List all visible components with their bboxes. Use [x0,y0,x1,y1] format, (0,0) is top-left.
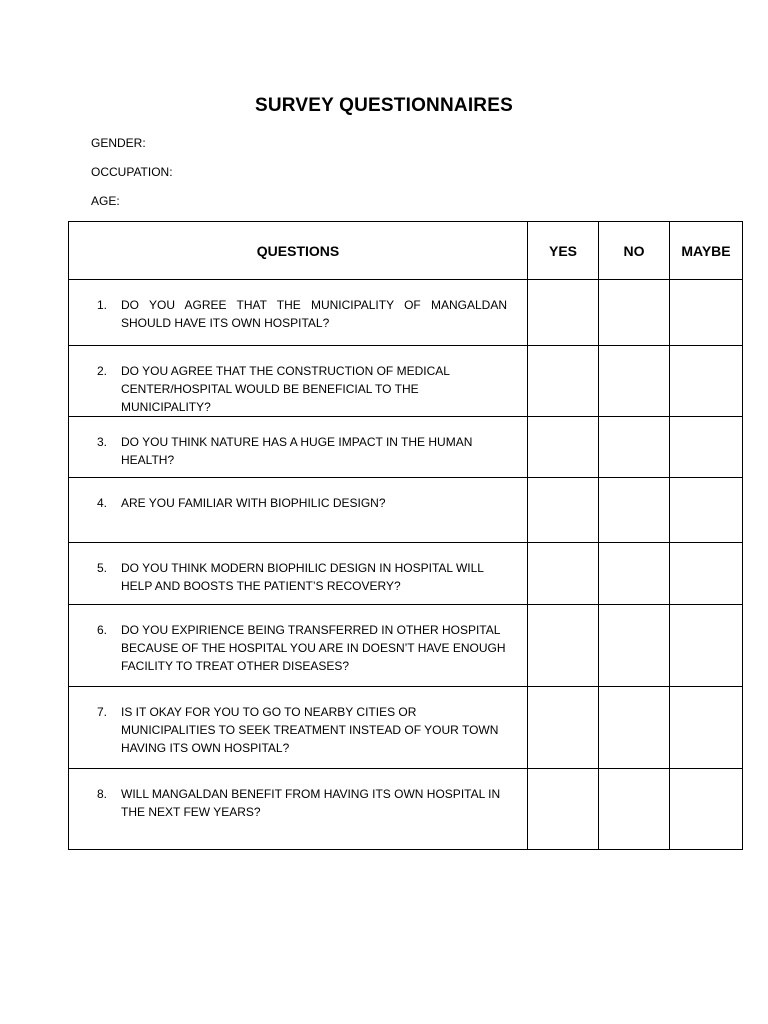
question-number: 7. [97,705,108,719]
question-number: 4. [97,496,108,510]
gender-label: GENDER: [91,136,146,150]
question-cell [69,280,528,346]
answer-yes-cell[interactable] [528,417,599,478]
question-cell [69,417,528,478]
header-row [69,222,743,280]
question-number: 6. [97,623,108,637]
question-cell [69,543,528,605]
question-text: IS IT OKAY FOR YOU TO GO TO NEARBY CITIES OR MUNICIPALITIES TO SEEK TREATMENT INSTEAD OF YOUR TOWN HAVING ITS OWN HOSPITAL? [121,705,499,755]
answer-yes-cell[interactable] [528,543,599,605]
survey-table [68,221,743,850]
question-cell [69,346,528,417]
answer-no-cell[interactable] [599,543,670,605]
question-cell [69,769,528,850]
answer-maybe-cell[interactable] [670,543,743,605]
answer-yes-cell[interactable] [528,605,599,687]
question-text: WILL MANGALDAN BENEFIT FROM HAVING ITS OWN HOSPITAL IN THE NEXT FEW YEARS? [121,787,501,819]
answer-no-cell[interactable] [599,687,670,769]
table-row [69,346,743,417]
header-yes: YES [528,222,599,280]
question-number: 1. [97,298,108,312]
answer-maybe-cell[interactable] [670,605,743,687]
answer-no-cell[interactable] [599,417,670,478]
answer-yes-cell[interactable] [528,280,599,346]
table-row [69,280,743,346]
question-cell [69,478,528,543]
answer-no-cell[interactable] [599,605,670,687]
age-label: AGE: [91,194,120,208]
question-text: DO YOU THINK NATURE HAS A HUGE IMPACT IN THE HUMAN HEALTH? [121,435,473,467]
answer-no-cell[interactable] [599,346,670,417]
answer-yes-cell[interactable] [528,478,599,543]
header-maybe: MAYBE [670,222,743,280]
answer-maybe-cell[interactable] [670,687,743,769]
occupation-label: OCCUPATION: [91,165,173,179]
answer-no-cell[interactable] [599,280,670,346]
answer-maybe-cell[interactable] [670,346,743,417]
question-number: 3. [97,435,108,449]
answer-maybe-cell[interactable] [670,478,743,543]
answer-yes-cell[interactable] [528,346,599,417]
question-text: ARE YOU FAMILIAR WITH BIOPHILIC DESIGN? [121,496,386,510]
question-cell [69,605,528,687]
answer-yes-cell[interactable] [528,687,599,769]
table-row [69,769,743,850]
question-number: 8. [97,787,108,801]
table-row [69,543,743,605]
answer-no-cell[interactable] [599,478,670,543]
question-number: 5. [97,561,108,575]
question-text: DO YOU EXPIRIENCE BEING TRANSFERRED IN OTHER HOSPITAL BECAUSE OF THE HOSPITAL YOU ARE IN DOESN’T HAVE ENOUGH FACILITY TO TREAT OTHER DISEASES? [121,623,506,673]
question-cell [69,687,528,769]
document-title: SURVEY QUESTIONNAIRES [255,95,513,116]
table-row [69,417,743,478]
header-questions: QUESTIONS [69,222,528,280]
question-text: DO YOU AGREE THAT THE MUNICIPALITY OF MANGALDAN SHOULD HAVE ITS OWN HOSPITAL? [121,298,507,330]
question-number: 2. [97,364,108,378]
table-row [69,478,743,543]
table-row [69,605,743,687]
answer-yes-cell[interactable] [528,769,599,850]
answer-maybe-cell[interactable] [670,769,743,850]
header-no: NO [599,222,670,280]
answer-maybe-cell[interactable] [670,280,743,346]
question-text: DO YOU THINK MODERN BIOPHILIC DESIGN IN HOSPITAL WILL HELP AND BOOSTS THE PATIENT’S RECOVERY? [121,561,484,593]
question-text: DO YOU AGREE THAT THE CONSTRUCTION OF MEDICAL CENTER/HOSPITAL WOULD BE BENEFICIAL TO THE MUNICIPALITY? [121,364,450,414]
table-row [69,687,743,769]
answer-no-cell[interactable] [599,769,670,850]
answer-maybe-cell[interactable] [670,417,743,478]
